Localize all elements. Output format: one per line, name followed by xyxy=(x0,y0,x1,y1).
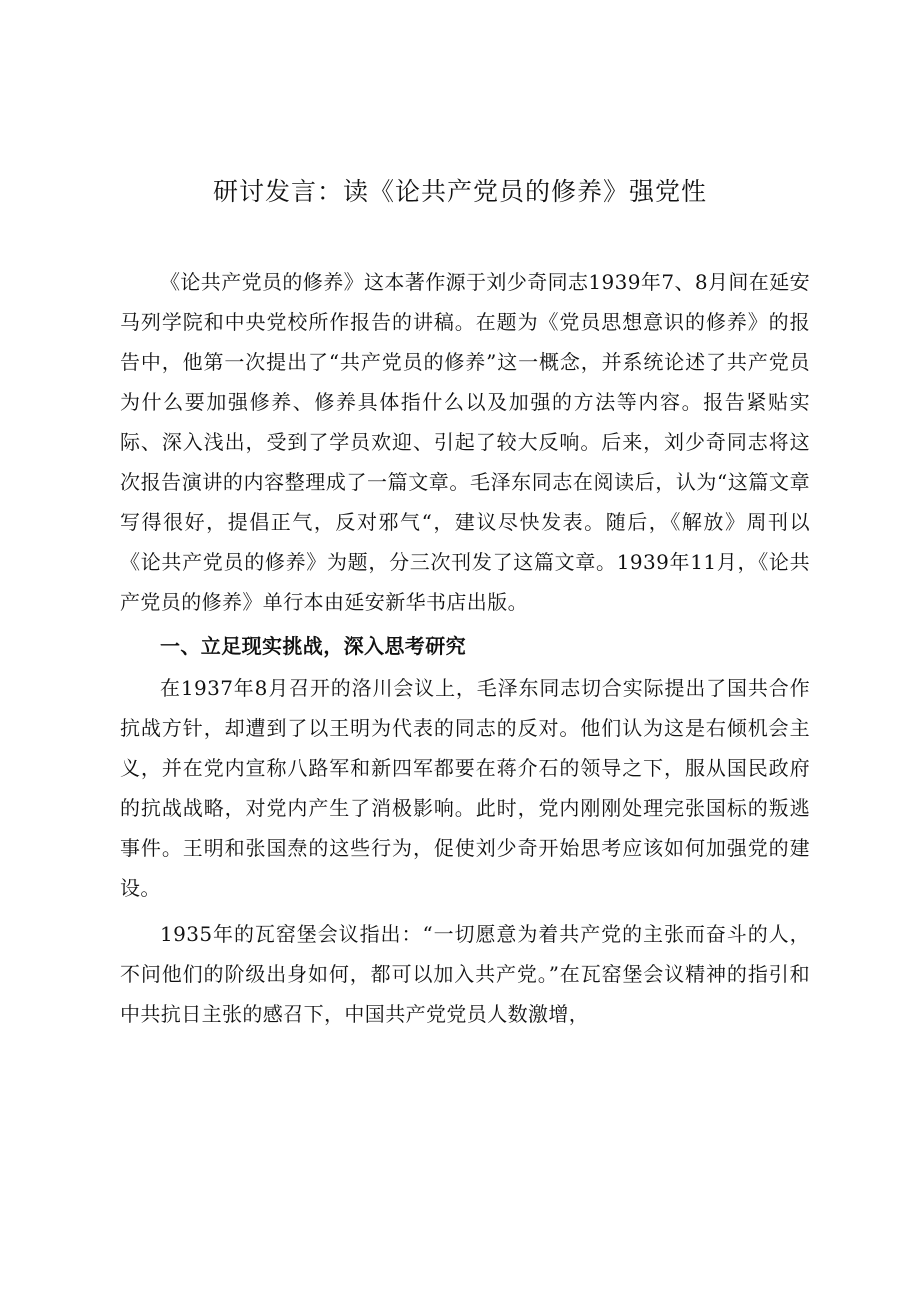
intro-paragraph: 《论共产党员的修养》这本著作源于刘少奇同志1939年7、8月间在延安马列学院和中央党校所作报告的讲稿。在题为《党员思想意识的修养》的报告中，他第一次提出了“共产党员的修养”这一概念，并系统论述了共产党员为什么要加强修养、修养具体指什么以及加强的方法等内容。报告紧贴实际、深入浅出，受到了学员欢迎、引起了较大反响。后来，刘少奇同志将这次报告演讲的内容整理成了一篇文章。毛泽东同志在阅读后，认为“这篇文章写得很好，提倡正气，反对邪气“，建议尽快发表。随后，《解放》周刊以《论共产党员的修养》为题，分三次刊发了这篇文章。1939年11月，《论共产党员的修养》单行本由延安新华书店出版。 xyxy=(120,270,810,614)
body-paragraph: 1935年的瓦窑堡会议指出：“一切愿意为着共产党的主张而奋斗的人，不问他们的阶级出身如何，都可以加入共产党。”在瓦窑堡会议精神的指引和中共抗日主张的感召下，中国共产党党员人数激增， xyxy=(120,922,810,1026)
section-heading: 一、立足现实挑战，深入思考研究 xyxy=(160,634,466,658)
document-body xyxy=(120,262,810,1034)
document-title: 研讨发言：读《论共产党员的修养》强党性 xyxy=(212,177,707,206)
body-paragraph: 在1937年8月召开的洛川会议上，毛泽东同志切合实际提出了国共合作抗战方针，却遭到了以王明为代表的同志的反对。他们认为这是右倾机会主义，并在党内宣称八路军和新四军都要在蒋介石的领导之下，服从国民政府的抗战战略，对党内产生了消极影响。此时，党内刚刚处理完张国标的叛逃事件。王明和张国焘的这些行为，促使刘少奇开始思考应该如何加强党的建设。 xyxy=(120,676,810,900)
